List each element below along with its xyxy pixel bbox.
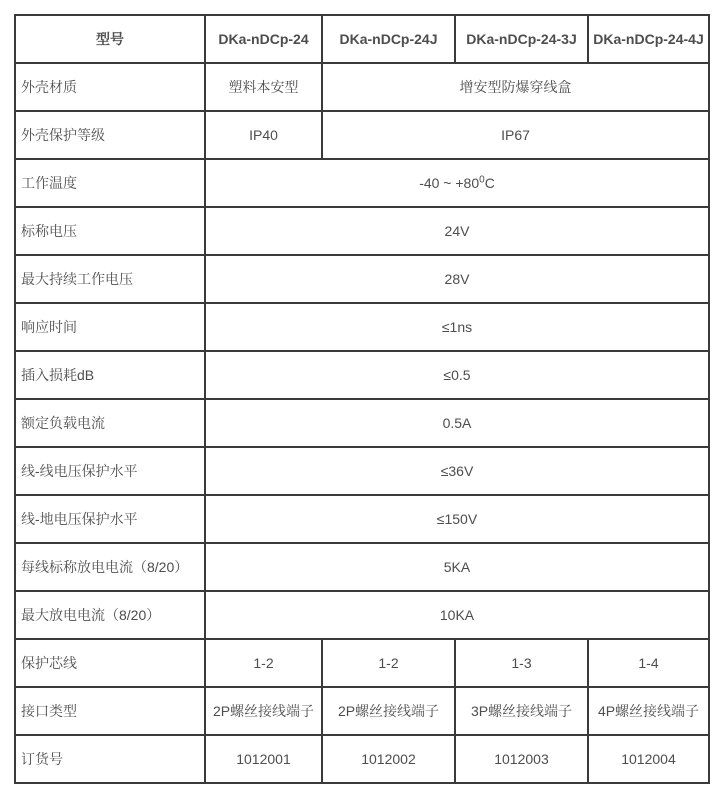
- header-model-label: 型号: [15, 15, 205, 63]
- rated-load-current-label: 额定负载电流: [15, 399, 205, 447]
- order-number-label: 订货号: [15, 735, 205, 783]
- max-discharge-current-value: 10KA: [205, 591, 709, 639]
- insertion-loss-value: ≤0.5: [205, 351, 709, 399]
- interface-type-value-1: 2P螺丝接线端子: [205, 687, 322, 735]
- row-rated-load-current: [15, 399, 709, 447]
- line-line-protection-label: 线-线电压保护水平: [15, 447, 205, 495]
- row-material: [15, 63, 709, 111]
- header-model-1: DKa-nDCp-24: [205, 15, 322, 63]
- header-row: [15, 15, 709, 63]
- order-number-value-3: 1012003: [455, 735, 588, 783]
- interface-type-value-4: 4P螺丝接线端子: [588, 687, 709, 735]
- order-number-value-2: 1012002: [322, 735, 455, 783]
- temperature-unit: C: [484, 175, 495, 191]
- row-nominal-discharge-current: [15, 543, 709, 591]
- material-rest-value: 增安型防爆穿线盒: [322, 63, 709, 111]
- row-temperature: [15, 159, 709, 207]
- rated-load-current-value: 0.5A: [205, 399, 709, 447]
- temperature-label: 工作温度: [15, 159, 205, 207]
- header-model-4: DKa-nDCp-24-4J: [588, 15, 709, 63]
- line-ground-protection-label: 线-地电压保护水平: [15, 495, 205, 543]
- row-ip-rating: [15, 111, 709, 159]
- insertion-loss-label: 插入损耗dB: [15, 351, 205, 399]
- row-interface-type: [15, 687, 709, 735]
- line-line-protection-value: ≤36V: [205, 447, 709, 495]
- nominal-voltage-label: 标称电压: [15, 207, 205, 255]
- ip-rating-rest-value: IP67: [322, 111, 709, 159]
- nominal-discharge-current-value: 5KA: [205, 543, 709, 591]
- row-max-discharge-current: [15, 591, 709, 639]
- line-ground-protection-value: ≤150V: [205, 495, 709, 543]
- material-first-value: 塑料本安型: [205, 63, 322, 111]
- order-number-value-4: 1012004: [588, 735, 709, 783]
- protected-cores-value-4: 1-4: [588, 639, 709, 687]
- protected-cores-value-1: 1-2: [205, 639, 322, 687]
- max-continuous-voltage-value: 28V: [205, 255, 709, 303]
- protected-cores-value-3: 1-3: [455, 639, 588, 687]
- interface-type-value-3: 3P螺丝接线端子: [455, 687, 588, 735]
- ip-rating-label: 外壳保护等级: [15, 111, 205, 159]
- max-discharge-current-label: 最大放电电流（8/20）: [15, 591, 205, 639]
- temperature-value: [205, 159, 709, 207]
- row-line-ground-protection: [15, 495, 709, 543]
- header-model-2: DKa-nDCp-24J: [322, 15, 455, 63]
- response-time-value: ≤1ns: [205, 303, 709, 351]
- interface-type-value-2: 2P螺丝接线端子: [322, 687, 455, 735]
- ip-rating-first-value: IP40: [205, 111, 322, 159]
- protected-cores-label: 保护芯线: [15, 639, 205, 687]
- header-model-3: DKa-nDCp-24-3J: [455, 15, 588, 63]
- order-number-value-1: 1012001: [205, 735, 322, 783]
- row-response-time: [15, 303, 709, 351]
- row-protected-cores: [15, 639, 709, 687]
- material-label: 外壳材质: [15, 63, 205, 111]
- temperature-base: -40 ~ +80: [419, 175, 480, 191]
- row-line-line-protection: [15, 447, 709, 495]
- response-time-label: 响应时间: [15, 303, 205, 351]
- temperature-superscript: 0: [479, 174, 485, 186]
- row-order-number: [15, 735, 709, 783]
- nominal-discharge-current-label: 每线标称放电电流（8/20）: [15, 543, 205, 591]
- row-max-continuous-voltage: [15, 255, 709, 303]
- interface-type-label: 接口类型: [15, 687, 205, 735]
- row-nominal-voltage: [15, 207, 709, 255]
- row-insertion-loss: [15, 351, 709, 399]
- nominal-voltage-value: 24V: [205, 207, 709, 255]
- protected-cores-value-2: 1-2: [322, 639, 455, 687]
- spec-table: [14, 14, 710, 784]
- max-continuous-voltage-label: 最大持续工作电压: [15, 255, 205, 303]
